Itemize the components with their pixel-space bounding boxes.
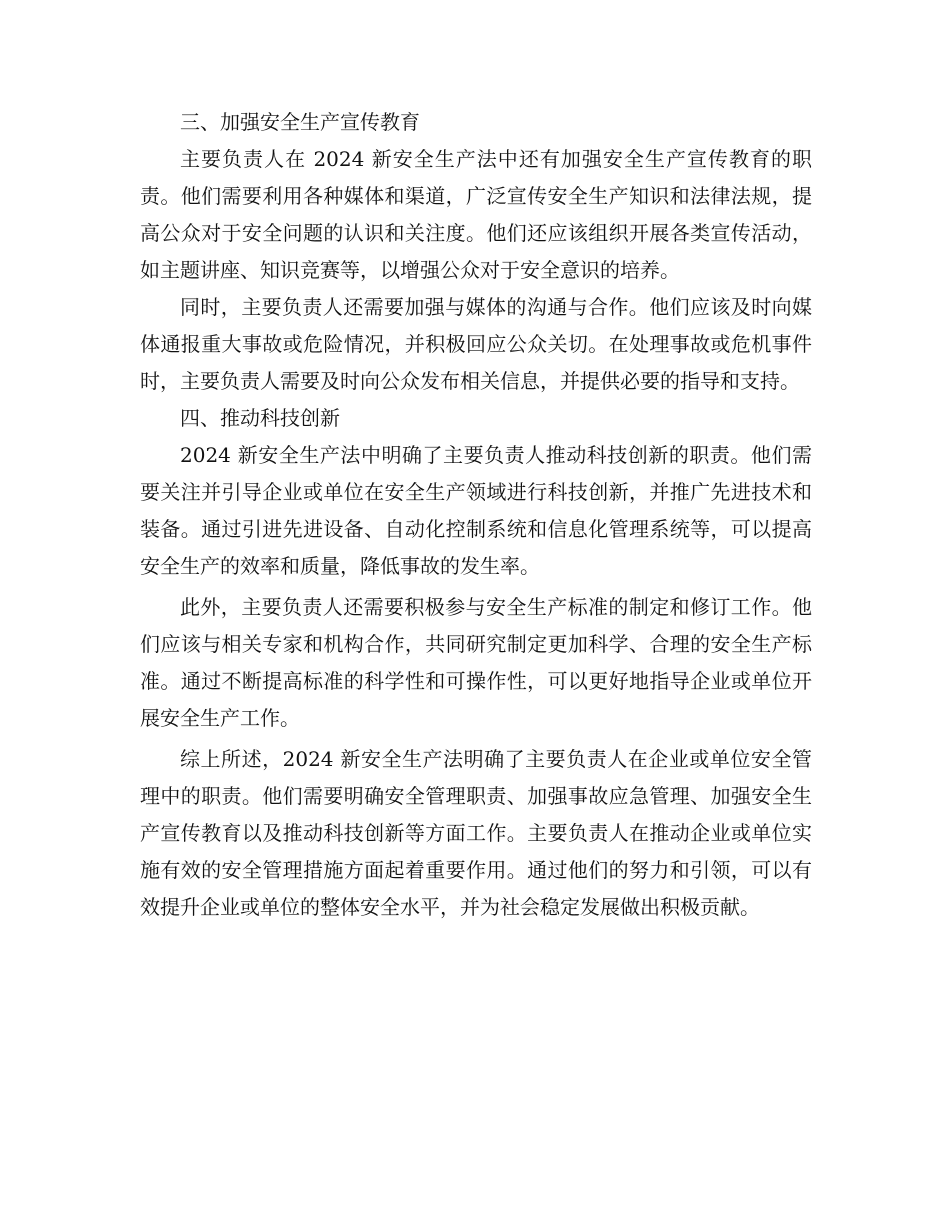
paragraph-summary: 综上所述，2024 新安全生产法明确了主要负责人在企业或单位安全管理中的职责。他们需要明确安全管理职责、加强事故应急管理、加强安全生产宣传教育以及推动科技创新等方面工作。主要负责人在推动企业或单位实施有效的安全管理措施方面起着重要作用。通过他们的努力和引领，可以有效提升企业或单位的整体安全水平，并为社会稳定发展做出积极贡献。	[140, 747, 812, 919]
paragraph-publicity-duty: 主要负责人在 2024 新安全生产法中还有加强安全生产宣传教育的职责。他们需要利用各种媒体和渠道，广泛宣传安全生产知识和法律法规，提高公众对于安全问题的认识和关注度。他们还应该组织开展各类宣传活动，如主题讲座、知识竞赛等，以增强公众对于安全意识的培养。	[140, 147, 812, 282]
paragraph-media-cooperation: 同时，主要负责人还需要加强与媒体的沟通与合作。他们应该及时向媒体通报重大事故或危险情况，并积极回应公众关切。在处理事故或危机事件时，主要负责人需要及时向公众发布相关信息，并提供必要的指导和支持。	[140, 295, 812, 393]
section-heading-innovation: 四、推动科技创新	[180, 406, 340, 430]
document-body	[140, 104, 812, 926]
section-heading-publicity: 三、加强安全生产宣传教育	[180, 110, 420, 134]
paragraph-standards: 此外，主要负责人还需要积极参与安全生产标准的制定和修订工作。他们应该与相关专家和机构合作，共同研究制定更加科学、合理的安全生产标准。通过不断提高标准的科学性和可操作性，可以更好地指导企业或单位开展安全生产工作。	[140, 595, 812, 730]
paragraph-innovation-duty: 2024 新安全生产法中明确了主要负责人推动科技创新的职责。他们需要关注并引导企业或单位在安全生产领域进行科技创新，并推广先进技术和装备。通过引进先进设备、自动化控制系统和信息化管理系统等，可以提高安全生产的效率和质量，降低事故的发生率。	[140, 443, 812, 578]
